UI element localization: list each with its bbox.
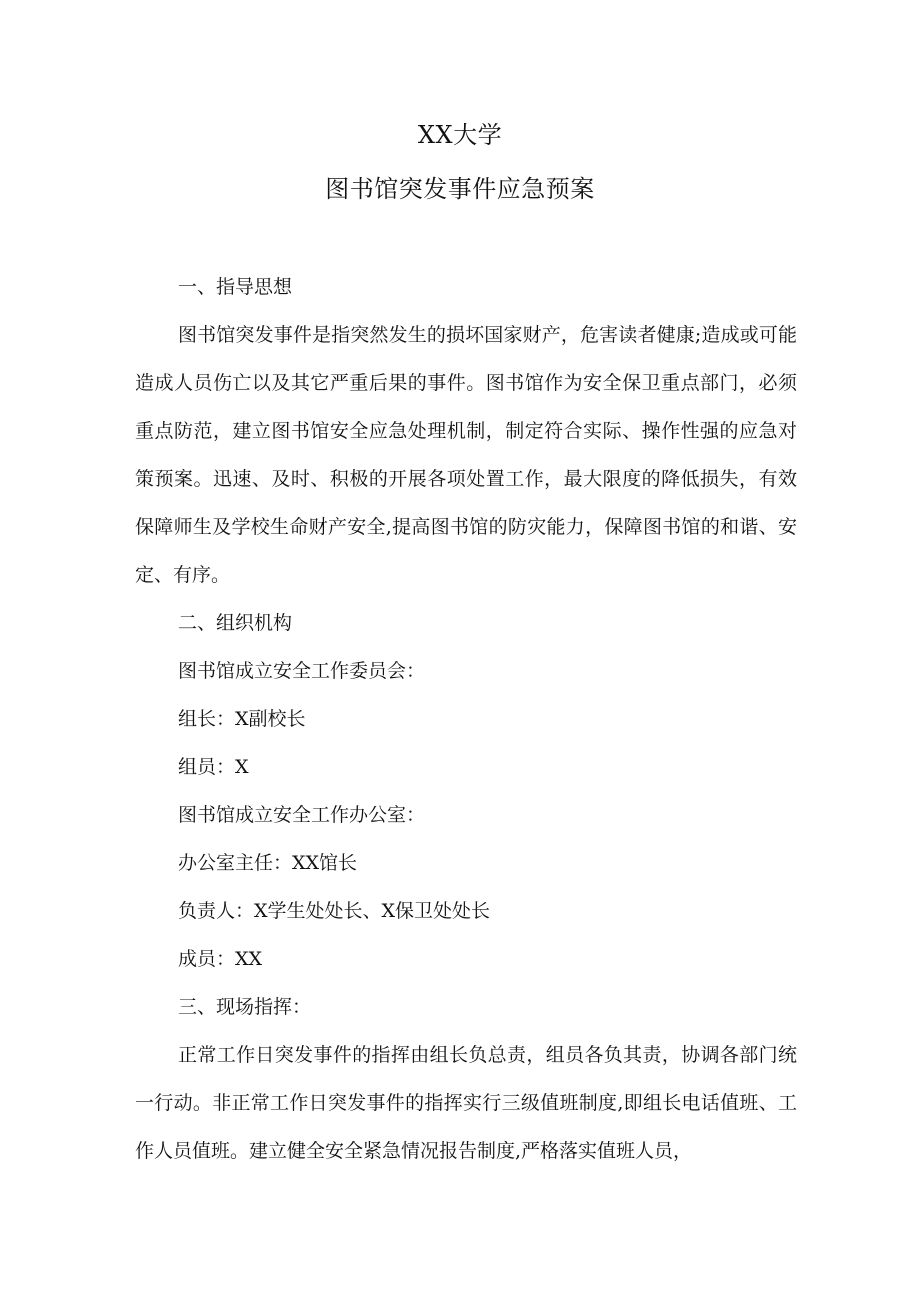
org-responsible-line: 负责人：X学生处处长、X保卫处处长 xyxy=(178,900,491,922)
section-heading-organization: 二、组织机构 xyxy=(178,612,293,634)
document-body xyxy=(135,263,797,1175)
section-heading-guiding-ideology: 一、指导思想 xyxy=(178,276,293,298)
org-members-line: 组员：X xyxy=(178,756,249,778)
org-office-line: 图书馆成立安全工作办公室： xyxy=(178,804,426,826)
org-staff-line: 成员：XX xyxy=(178,948,263,970)
org-leader-line: 组长：X副校长 xyxy=(178,708,306,730)
paragraph-command: 正常工作日突发事件的指挥由组长负总责，组员各负其责，协调各部门统一行动。非正常工作日突发事件的指挥实行三级值班制度,即组长电话值班、工作人员值班。建立健全安全紧急情况报告制度,严格落实值班人员， xyxy=(135,1044,797,1162)
paragraph-guiding-ideology: 图书馆突发事件是指突然发生的损坏国家财产，危害读者健康;造成或可能造成人员伤亡以及其它严重后果的事件。图书馆作为安全保卫重点部门，必须重点防范，建立图书馆安全应急处理机制，制定符合实际、操作性强的应急对策预案。迅速、及时、积极的开展各项处置工作，最大限度的降低损失，有效保障师生及学校生命财产安全,提高图书馆的防灾能力，保障图书馆的和谐、安定、有序。 xyxy=(135,324,797,586)
document-title: 图书馆突发事件应急预案 xyxy=(325,175,595,203)
org-committee-line: 图书馆成立安全工作委员会： xyxy=(178,660,426,682)
document-title-university: XX大学 xyxy=(417,121,503,149)
section-heading-command: 三、现场指挥： xyxy=(178,996,312,1018)
org-office-director-line: 办公室主任：XX馆长 xyxy=(178,852,358,874)
